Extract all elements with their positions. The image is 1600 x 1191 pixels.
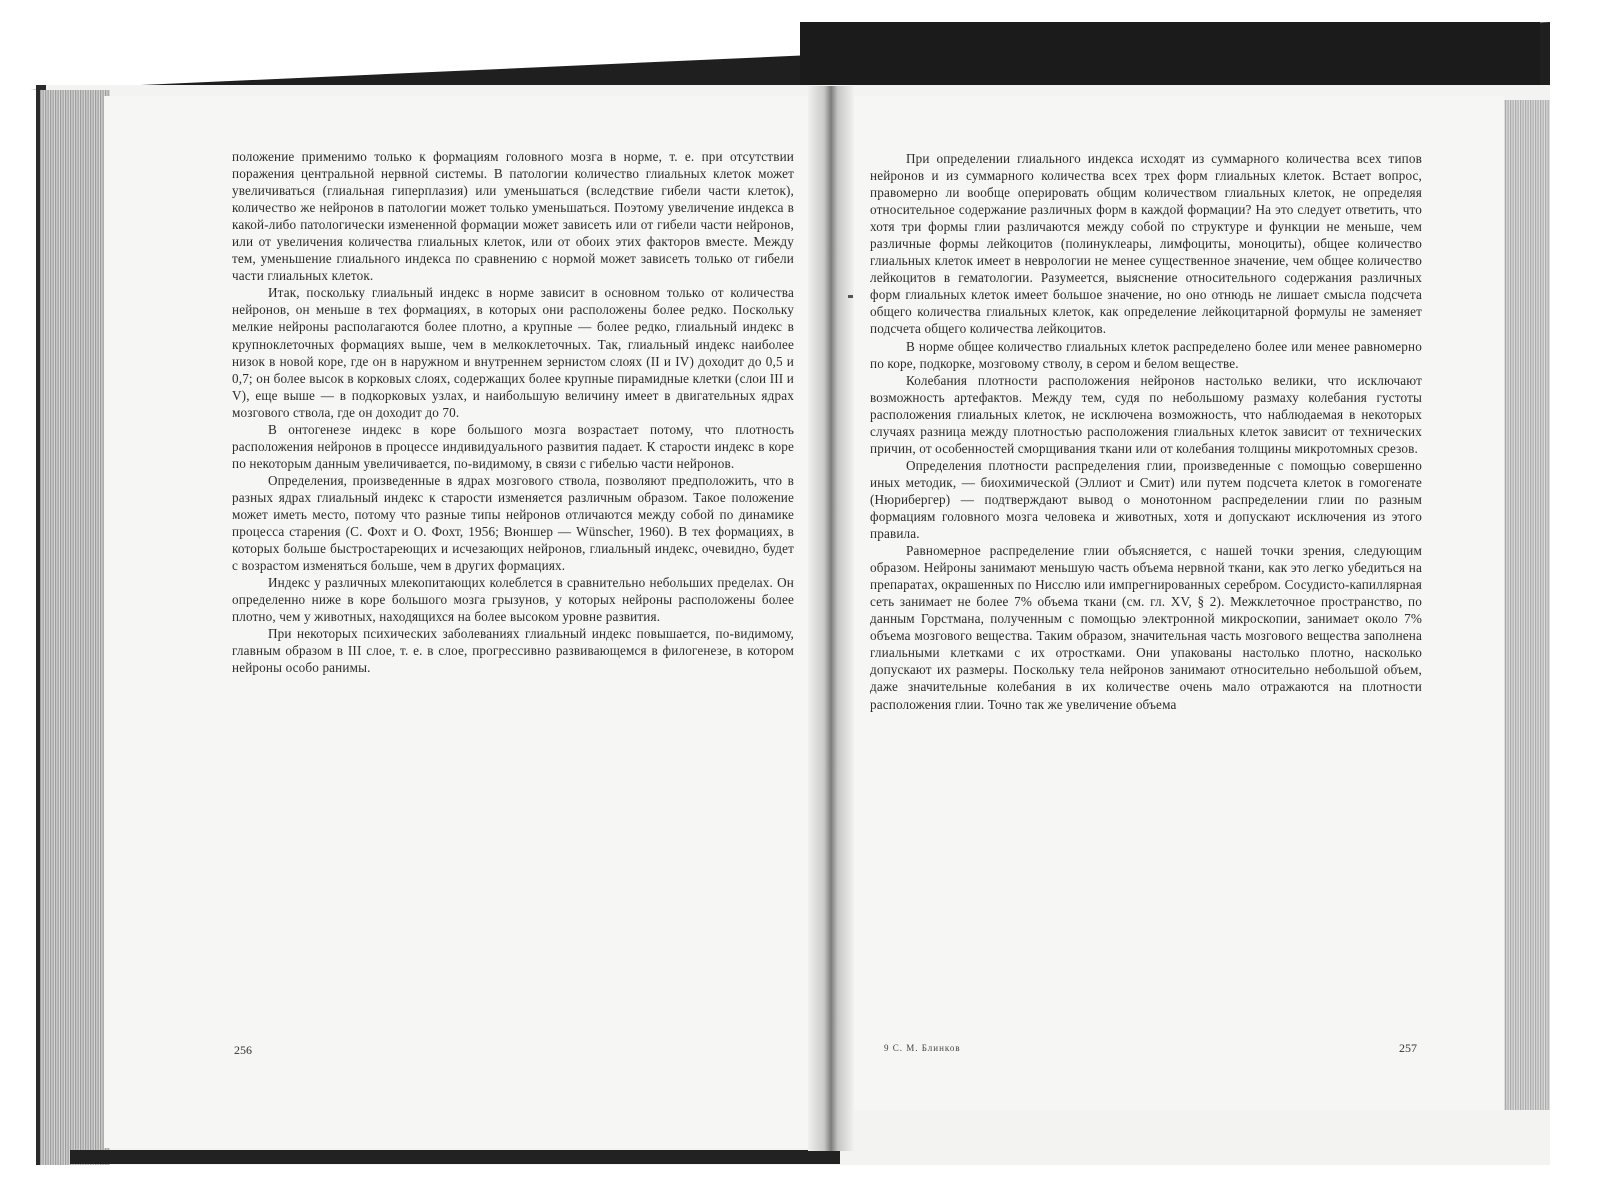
- book-cover-edge-bottom: [70, 1150, 840, 1164]
- page-number-left: 256: [234, 1043, 252, 1057]
- paragraph: Определения плотности распределения глии, произведенные с помощью совершенно иных методик, — биохимической (Эллиот и Смит) или путем подсчета клеток в гомогенате (Нюрибергер) — подтверждают вывод о монотонном распределении глии по разным формациям головного мозга человека и животных, хотя и допускают исключения из этого правила.: [870, 457, 1422, 542]
- paragraph: Определения, произведенные в ядрах мозгового ствола, позволяют предположить, что в разных ядрах глиальный индекс к старости изменяется различным образом. Такое положение может иметь место, потому что разные типы нейронов отличаются между собой по динамике процесса старения (С. Фохт и О. Фохт, 1956; Вюншер — Wünscher, 1960). В тех формациях, в которых больше быстростареющих и исчезающих нейронов, глиальный индекс, очевидно, будет с возрастом изменяться больше, чем в других формациях.: [232, 472, 794, 574]
- paragraph: При определении глиального индекса исходят из суммарного количества всех типов нейронов и из суммарного количества всех трех форм глиальных клеток. Встает вопрос, правомерно ли вообще оперировать общим количеством глиальных клеток, не определяя относительное содержание различных форм в каждой формации? На это следует ответить, что хотя три формы глии различаются между собой по структуре и функции не меньше, чем различные формы лейкоцитов (полинуклеары, лимфоциты, моноциты), общее количество глиальных клеток имеет в неврологии не менее существенное значение, чем общее количество лейкоцитов в гематологии. Разумеется, выяснение относительного содержания различных форм глиальных клеток имеет большое значение, но оно отнюдь не лишает смысла подсчета общего количества глиальных клеток, как определение лейкоцитарной формулы не заменяет подсчета общего количества лейкоцитов.: [870, 151, 1422, 337]
- paragraph: Итак, поскольку глиальный индекс в норме зависит в основном только от количества нейронов, он меньше в тех формациях, в которых они расположены более редко. Поскольку мелкие нейроны располагаются более плотно, а крупные — более редко, глиальный индекс в крупноклеточных формациях выше, чем в мелкоклеточных. Так, глиальный индекс наиболее низок в новой коре, где он в наружном и внутреннем зернистом слоях (II и IV) доходит до 0,5 и 0,7; он более высок в корковых слоях, содержащих более крупные пирамидные клетки (слои III и V), еще выше — в подкорковых узлах, и наибольшую величину имеет в двигательных ядрах мозгового ствола, где он доходит до 70.: [232, 285, 794, 420]
- left-page-text: [232, 148, 794, 676]
- scanner-background-right: [1550, 22, 1600, 1191]
- paragraph: Колебания плотности расположения нейронов настолько велики, что исключают возможность артефактов. Между тем, судя по небольшому размаху колебания густоты расположения глиальных клеток, не исключена возможность, что наблюдаемая в некоторых случаях разница между плотностью расположения глиальных клеток зависит от технических причин, от особенностей сморщивания ткани или от колебания толщины микротомных срезов.: [870, 372, 1422, 456]
- page-edges-right: [1500, 100, 1552, 1110]
- paragraph: Индекс у различных млекопитающих колеблется в сравнительно небольших пределах. Он определенно ниже в коре большого мозга грызунов, у которых нейроны расположены более плотно, чем у животных, находящихся на более высоком уровне развития.: [232, 575, 794, 625]
- paragraph: В норме общее количество глиальных клеток распределено более или менее равномерно по коре, подкорке, мозговому стволу, в сером и белом веществе.: [870, 338, 1422, 371]
- right-page-text: [870, 150, 1422, 713]
- paragraph: положение применимо только к формациям головного мозга в норме, т. е. при отсутствии поражения центральной нервной системы. В патологии количество глиальных клеток может увеличиваться (глиальная гиперплазия) или уменьшаться (вследствие гибели части клеток), количество же нейронов в патологии может только уменьшаться. Поэтому увеличение индекса в какой-либо патологически измененной формации может зависеть или от гибели части нейронов, или от увеличения количества глиальных клеток, или от обоих этих факторов вместе. Между тем, уменьшение глиального индекса по сравнению с нормой может зависеть только от гибели части глиальных клеток.: [232, 149, 794, 284]
- printer-signature: 9 С. М. Блинков: [884, 1043, 961, 1053]
- book-gutter: [808, 86, 854, 1151]
- paragraph: При некоторых психических заболеваниях глиальный индекс повышается, по-видимому, главным образом в III слое, т. е. в слое, прогрессивно развивающемся в филогенезе, в котором нейроны особо ранимы.: [232, 626, 794, 676]
- paragraph: В онтогенезе индекс в коре большого мозга возрастает потому, что плотность расположения нейронов в процессе индивидуального развития падает. К старости индекс в коре по некоторым данным увеличивается, по-видимому, в связи с гибелью части нейронов.: [232, 421, 794, 471]
- paragraph: Равномерное распределение глии объясняется, с нашей точки зрения, следующим образом. Нейроны занимают меньшую часть объема нервной ткани, как это легко убедиться на препаратах, окрашенных по Нисслю или импрегнированных серебром. Сосудисто-капиллярная сеть занимает не более 7% объема ткани (см. гл. XV, § 2). Межклеточное пространство, по данным Горстмана, полученным с помощью электронной микроскопии, занимает около 7% объема мозгового вещества. Таким образом, значительная часть мозгового вещества заполнена глиальными клетками с их отростками. Они упакованы настолько плотно, насколько допускают их размеры. Поскольку тела нейронов занимают относительно небольшой объем, даже значительные колебания в их количестве очень мало отражаются на плотности расположения глии. Точно так же увеличение объема: [870, 543, 1422, 712]
- page-edges-left: [40, 90, 110, 1165]
- page-number-right: 257: [1399, 1041, 1417, 1055]
- margin-mark: [848, 295, 853, 298]
